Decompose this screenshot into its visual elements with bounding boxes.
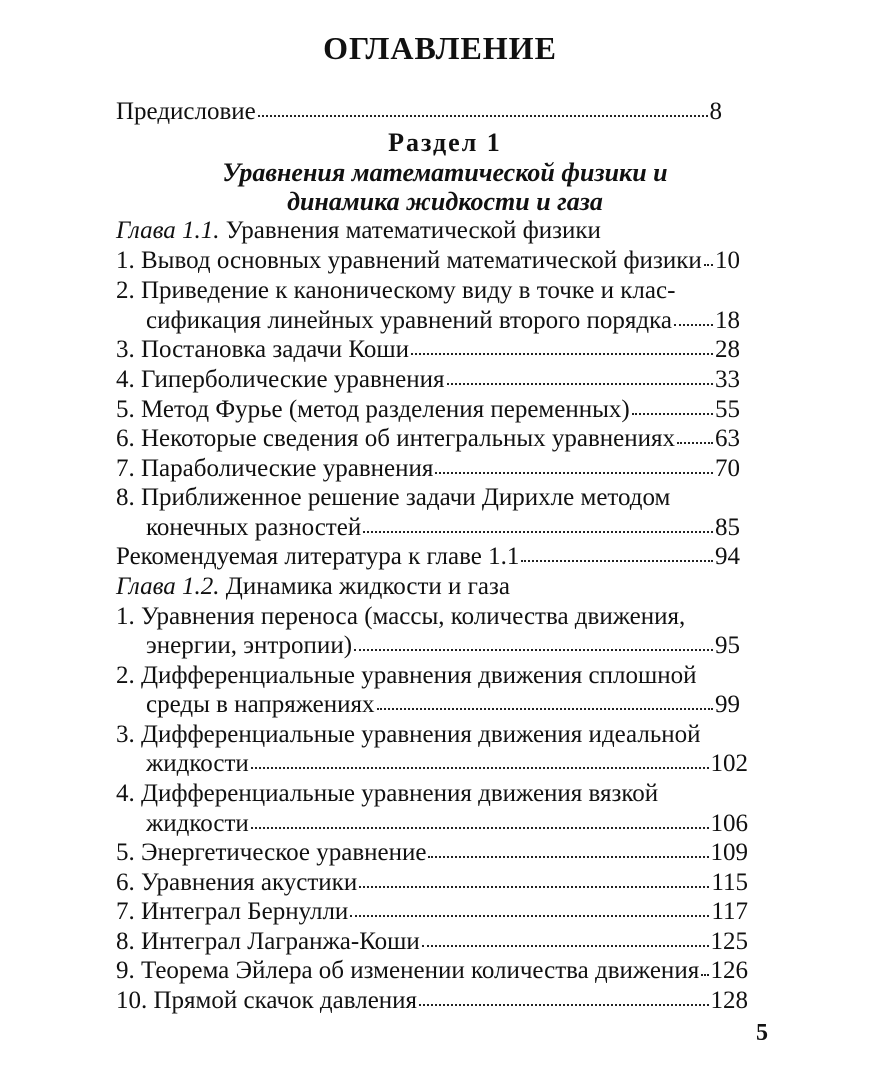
page-title: ОГЛАВЛЕНИЕ: [323, 30, 557, 66]
toc-page-number: 94: [715, 543, 740, 570]
toc-entry-text: 8. Интеграл Лагранжа-Коши: [116, 928, 420, 955]
section-subtitle-line2: динамика жидкости и газа: [287, 187, 603, 216]
section-subtitle-line1: Уравнения математической физики и: [222, 158, 668, 187]
leader-dots: [704, 263, 713, 266]
toc-page-number: 99: [715, 691, 740, 718]
toc-page-number: 18: [715, 307, 740, 334]
toc-page-number: 33: [715, 366, 740, 393]
toc-entry-text: среды в напряжениях: [146, 691, 375, 718]
toc-entry-text: 4. Гиперболические уравнения: [116, 366, 445, 393]
toc-entry: [116, 839, 748, 867]
toc-entry: [116, 987, 748, 1015]
toc-entry-text: 7. Интеграл Бернулли: [116, 898, 349, 925]
leader-dots: [350, 914, 709, 917]
toc-entry-text: 6. Некоторые сведения об интегральных уравнениях: [116, 425, 676, 452]
toc-entry-line1: 8. Приближенное решение задачи Дирихле методом: [116, 484, 671, 511]
toc-entry: [146, 632, 740, 660]
toc-entry: [116, 898, 748, 926]
toc-entry-text: жидкости: [146, 810, 249, 837]
leader-dots: [251, 826, 709, 829]
leader-dots: [258, 114, 708, 117]
toc-entry: [116, 455, 740, 483]
leader-dots: [354, 648, 713, 651]
toc-entry-preface: [116, 98, 722, 126]
toc-entry-text: 7. Параболические уравнения: [116, 455, 434, 482]
leader-dots: [359, 885, 709, 888]
toc-entry-text: 9. Теорема Эйлера об изменении количества движения: [116, 957, 700, 984]
toc-page-number: 55: [715, 396, 740, 423]
toc-entry-text: энергии, энтропии): [146, 632, 353, 659]
toc-page-number: 109: [710, 839, 748, 866]
toc-entry: [116, 336, 740, 364]
toc-entry-line1: 3. Дифференциальные уравнения движения идеальной: [116, 721, 701, 748]
toc-page-number: 85: [715, 514, 740, 541]
toc-page-number: 115: [711, 869, 748, 896]
toc-entry-text: 5. Энергетическое уравнение: [116, 839, 427, 866]
leader-dots: [674, 323, 713, 326]
toc-page-number: 117: [711, 898, 748, 925]
toc-entry: [116, 247, 740, 275]
leader-dots: [701, 973, 708, 976]
page-number: 5: [756, 1020, 768, 1046]
toc-entry-line1: 2. Дифференциальные уравнения движения сплошной: [116, 662, 697, 689]
chapter-title: Динамика жидкости и газа: [219, 573, 510, 600]
leader-dots: [411, 352, 713, 355]
toc-entry-text: Предисловие: [116, 98, 256, 125]
leader-dots: [428, 855, 708, 858]
toc-page-number: 102: [710, 750, 748, 777]
toc-entry-text: 3. Постановка задачи Коши: [116, 336, 409, 363]
toc-entry: [146, 514, 740, 542]
toc-page-number: 8: [709, 98, 722, 125]
leader-dots: [435, 471, 713, 474]
leader-dots: [377, 707, 713, 710]
chapter-label: Глава 1.1.: [116, 217, 220, 244]
toc-entry: [146, 691, 740, 719]
toc-entry-text: конечных разностей: [146, 514, 362, 541]
toc-entry-text: сификация линейных уравнений второго порядка: [146, 307, 672, 334]
toc-entry-text: Рекомендуемая литература к главе 1.1: [116, 543, 520, 570]
toc-entry: [116, 928, 748, 956]
leader-dots: [419, 1003, 708, 1006]
toc-page-number: 28: [715, 336, 740, 363]
toc-entry: [146, 307, 740, 335]
toc-page-number: 63: [715, 425, 740, 452]
chapter-label: Глава 1.2.: [116, 573, 220, 600]
leader-dots: [677, 441, 713, 444]
chapter-heading-1-2: [116, 573, 510, 601]
section-heading: Раздел 1: [388, 128, 502, 157]
toc-entry: [116, 957, 748, 985]
chapter-title: Уравнения математической физики: [219, 217, 601, 244]
toc-entry: [116, 425, 740, 453]
toc-page-number: 106: [710, 810, 748, 837]
toc-page-number: 126: [710, 957, 748, 984]
toc-entry: [116, 366, 740, 394]
leader-dots: [422, 944, 709, 947]
toc-entry-line1: 2. Приведение к каноническому виду в точке и клас-: [116, 277, 676, 304]
chapter-heading-1-1: [116, 217, 601, 245]
toc-entry-text: 5. Метод Фурье (метод разделения переменных): [116, 396, 630, 423]
toc-page-number: 125: [710, 928, 748, 955]
toc-page-number: 70: [715, 455, 740, 482]
leader-dots: [447, 382, 714, 385]
toc-page-number: 10: [715, 247, 740, 274]
toc-page-number: 95: [715, 632, 740, 659]
leader-dots: [363, 530, 713, 533]
toc-page-number: 128: [710, 987, 748, 1014]
toc-entry: [116, 869, 748, 897]
toc-entry: [146, 810, 748, 838]
toc-entry-text: 10. Прямой скачок давления: [116, 987, 418, 1014]
toc-entry-text: жидкости: [146, 750, 249, 777]
toc-entry-literature: [116, 543, 740, 571]
leader-dots: [632, 412, 713, 415]
toc-entry-line1: 1. Уравнения переноса (массы, количества движения,: [116, 603, 686, 630]
toc-entry: [116, 396, 740, 424]
leader-dots: [251, 766, 709, 769]
toc-entry-text: 6. Уравнения акустики: [116, 869, 358, 896]
leader-dots: [521, 559, 713, 562]
toc-entry-text: 1. Вывод основных уравнений математической физики: [116, 247, 702, 274]
toc-entry-line1: 4. Дифференциальные уравнения движения вязкой: [116, 780, 659, 807]
toc-entry: [146, 750, 748, 778]
